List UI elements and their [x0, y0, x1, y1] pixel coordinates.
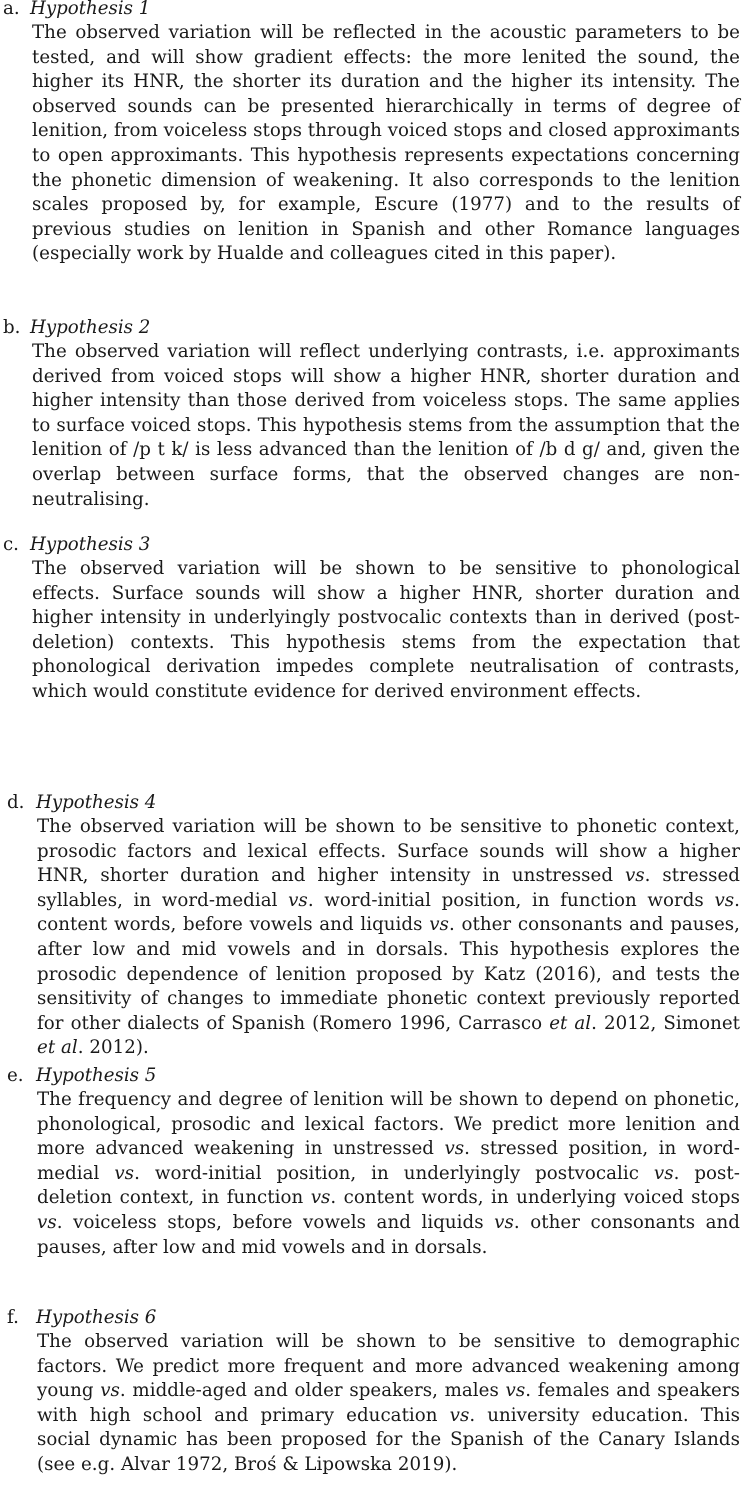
hypothesis-3 — [0, 533, 742, 705]
hypothesis-text: The observed variation will reflect underlying contrasts, i.e. approximants derived from voiced stops will show a higher HNR, shorter duration and higher intensity than those derived from voiceless stops. The same applies to surface voiced stops. This hypothesis stems from the assumption that the lenition of /p t k/ is less advanced than the lenition of /b d g/ and, given the overlap between surface forms, that the observed changes are non-neutralising. — [32, 341, 740, 510]
item-letter: f. — [7, 1307, 19, 1328]
hypothesis-text: The observed variation will be shown to be sensitive to phonological effects. Surface sounds will show a higher HNR, shorter duration and higher intensity in underlyingly postvocalic contexts than in derived (post-deletion) contexts. This hypothesis stems from the expectation that phonological derivation impedes complete neutralisation of contrasts, which would constitute evidence for derived environment effects. — [32, 558, 740, 702]
hypothesis-text: The observed variation will be shown to be sensitive to demographic factors. We predict more frequent and more advanced weakening among young vs. middle-aged and older speakers, males vs. females and speakers with high school and primary education vs. university education. This social dynamic has been proposed for the Spanish of the Canary Islands (see e.g. Alvar 1972, Broś & Lipowska 2019). — [37, 1331, 740, 1475]
item-letter: c. — [3, 534, 19, 555]
hypothesis-heading — [0, 1306, 742, 1330]
item-letter: e. — [7, 1065, 24, 1086]
item-letter: d. — [7, 792, 25, 813]
hypothesis-title: Hypothesis 2 — [30, 317, 151, 338]
item-letter: b. — [3, 317, 21, 338]
hypothesis-title: Hypothesis 3 — [30, 534, 151, 555]
hypothesis-heading — [0, 791, 742, 815]
hypothesis-text: The frequency and degree of lenition will be shown to depend on phonetic, phonological, prosodic and lexical factors. We predict more lenition and more advanced weakening in unstressed vs. stressed position, in word-medial vs. word-initial position, in underlyingly postvocalic vs. post-deletion context, in function vs. content words, in underlying voiced stops vs. voiceless stops, before vowels and liquids vs. other consonants and pauses, after low and mid vowels and in dorsals. — [37, 1089, 740, 1258]
hypothesis-title: Hypothesis 5 — [36, 1065, 157, 1086]
hypothesis-text: The observed variation will be shown to be sensitive to phonetic context, prosodic factors and lexical effects. Surface sounds will show a higher HNR, shorter duration and higher intensity in unstressed vs. stressed syllables, in word-medial vs. word-initial position, in function words vs. content words, before vowels and liquids vs. other consonants and pauses, after low and mid vowels and in dorsals. This hypothesis explores the prosodic dependence of lenition proposed by Katz (2016), and tests the sensitivity of changes to immediate phonetic context previously reported for other dialects of Spanish (Romero 1996, Carrasco et al. 2012, Simonet et al. 2012). — [37, 816, 741, 1059]
hypothesis-heading — [0, 0, 742, 21]
hypothesis-5 — [0, 1064, 742, 1260]
hypothesis-title: Hypothesis 1 — [30, 0, 151, 19]
hypothesis-text: The observed variation will be reflected in the acoustic parameters to be tested, and will show gradient effects: the more lenited the sound, the higher its HNR, the shorter its duration and the higher its intensity. The observed sounds can be presented hierarchically in terms of degree of lenition, from voiceless stops through voiced stops and closed approximants to open approximants. This hypothesis represents expectations concerning the phonetic dimension of weakening. It also corresponds to the lenition scales proposed by, for example, Escure (1977) and to the results of previous studies on lenition in Spanish and other Romance languages (especially work by Hualde and colleagues cited in this paper). — [32, 22, 741, 265]
hypothesis-title: Hypothesis 6 — [36, 1307, 157, 1328]
hypothesis-heading — [0, 1064, 742, 1088]
hypothesis-title: Hypothesis 4 — [36, 792, 157, 813]
hypothesis-6 — [0, 1306, 742, 1478]
hypothesis-1 — [0, 0, 742, 267]
hypothesis-heading — [0, 316, 742, 340]
hypothesis-4 — [0, 791, 742, 1061]
hypothesis-heading — [0, 533, 742, 557]
item-letter: a. — [3, 0, 20, 19]
hypothesis-2 — [0, 316, 742, 512]
